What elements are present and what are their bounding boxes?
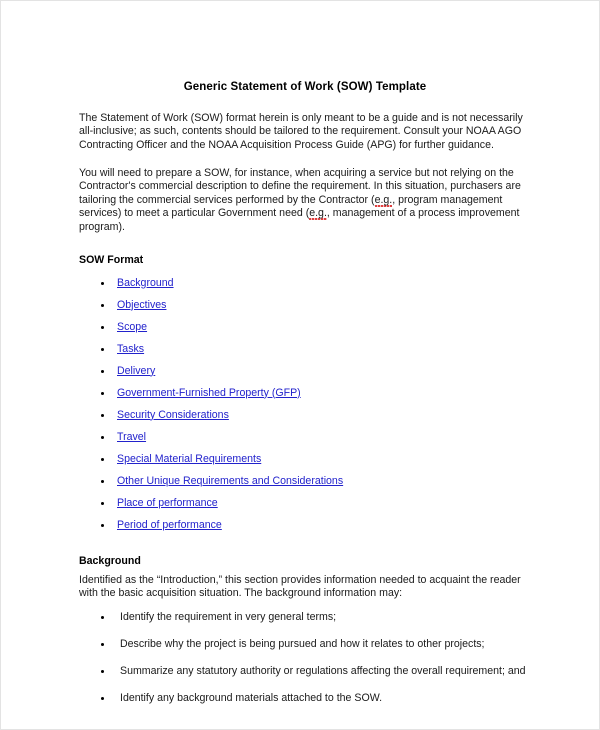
list-item: [79, 387, 531, 400]
background-heading: Background: [79, 554, 141, 567]
sow-format-heading: SOW Format: [79, 253, 144, 266]
document-body: [79, 81, 531, 719]
background-section: [79, 554, 531, 705]
list-item: Identify the requirement in very general terms;: [79, 611, 531, 624]
sow-link-tasks[interactable]: Tasks: [117, 342, 145, 355]
intro-paragraph-2: [79, 167, 531, 235]
sow-link-scope[interactable]: Scope: [117, 320, 148, 333]
page-title: Generic Statement of Work (SOW) Template: [183, 81, 427, 93]
list-item: [79, 453, 531, 466]
sow-link-special-material-requirements[interactable]: Special Material Requirements: [117, 452, 262, 465]
sow-format-link-list: [79, 277, 531, 532]
list-item: [79, 475, 531, 488]
list-item: Summarize any statutory authority or regulations affecting the overall requirement; and: [79, 665, 531, 678]
paragraph2-part-a: You will need to prepare a SOW, for instance, when acquiring a service but not relying on the Contractor's commercial description to define the requirement. In this situation, purchasers are tailoring the commercial services performed by the Contractor (: [79, 166, 521, 206]
list-item: [79, 365, 531, 378]
list-item: [79, 431, 531, 444]
list-item: Describe why the project is being pursued and how it relates to other projects;: [79, 638, 531, 651]
sow-link-security-considerations[interactable]: Security Considerations: [117, 408, 229, 421]
list-item: [79, 277, 531, 290]
sow-link-objectives[interactable]: Objectives: [117, 298, 167, 311]
sow-link-travel[interactable]: Travel: [117, 430, 147, 443]
paragraph2-part-c: , management of a process improvement program).: [79, 207, 520, 233]
sow-link-background[interactable]: Background: [117, 276, 174, 289]
list-item: [79, 409, 531, 422]
intro-paragraph-1: The Statement of Work (SOW) format herein is only meant to be a guide and is not necessarily all-inclusive; as such, contents should be tailored to the requirement. Consult your NOAA AGO Contracting Officer and the NOAA Acquisition Process Guide (APG) for further guidance.: [79, 111, 523, 151]
sow-link-delivery[interactable]: Delivery: [117, 364, 156, 377]
list-item: Identify any background materials attached to the SOW.: [79, 692, 531, 705]
sow-link-place-of-performance[interactable]: Place of performance: [117, 496, 218, 509]
spellcheck-word-eg-1: e.g.: [374, 193, 393, 206]
list-item: [79, 519, 531, 532]
background-body-text: Identified as the “Introduction,” this section provides information needed to acquaint the reader with the basic acquisition situation. The background information may:: [79, 573, 521, 600]
spellcheck-word-eg-2: e.g.: [309, 207, 327, 220]
background-bullet-list: [79, 611, 531, 705]
sow-link-period-of-performance[interactable]: Period of performance: [117, 518, 222, 531]
paragraph2-part-b: , program management services) to meet a particular Government need (: [79, 193, 503, 220]
sow-link-government-furnished-property[interactable]: Government-Furnished Property (GFP): [117, 386, 301, 399]
list-item: [79, 321, 531, 334]
list-item: [79, 343, 531, 356]
list-item: [79, 299, 531, 312]
list-item: [79, 497, 531, 510]
sow-link-other-unique-requirements[interactable]: Other Unique Requirements and Considerations: [117, 474, 344, 487]
